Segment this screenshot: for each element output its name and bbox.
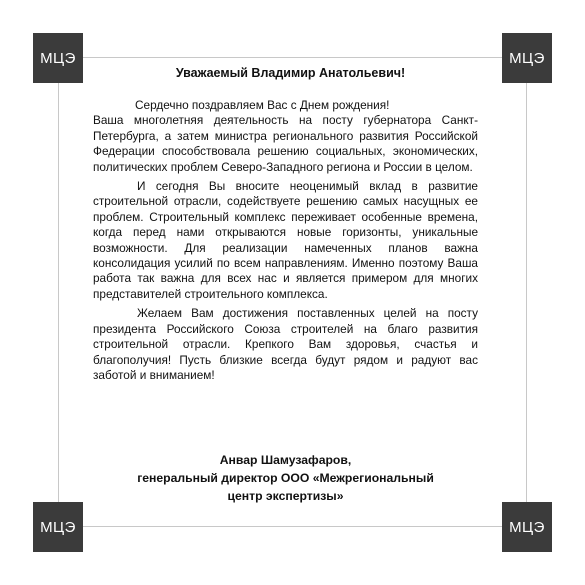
letter-paragraph-1: Сердечно поздравляем Вас с Днем рождения! xyxy=(135,98,390,112)
logo-top-left: МЦЭ xyxy=(33,33,83,83)
signature-block xyxy=(93,451,478,505)
signature-company: центр экспертизы» xyxy=(227,489,344,503)
frame-right-line xyxy=(526,83,527,502)
frame-top-line xyxy=(83,57,502,58)
letter-paragraph-2: Ваша многолетняя деятельность на посту губернатора Санкт-Петербурга, а затем министра регионального развития Российской Федерации способствовала решению социальных, экономических, политических проблем Северо-Западного региона и России в целом. xyxy=(93,113,478,174)
logo-bottom-left: МЦЭ xyxy=(33,502,83,552)
frame-left-line xyxy=(58,83,59,502)
letter-paragraph-4: Желаем Вам достижения поставленных целей на посту президента Российского Союза строителей на благо развития строительной отрасли. Крепкого Вам здоровья, счастья и благополучия! Пусть близкие всегда будут рядом и радуют вас заботой и вниманием! xyxy=(93,306,478,382)
frame-bottom-line xyxy=(83,526,502,527)
logo-top-right: МЦЭ xyxy=(502,33,552,83)
letter-paragraph-3: И сегодня Вы вносите неоценимый вклад в развитие строительной отрасли, содействуете решению самых насущных ее проблем. Строительный комплекс переживает особенные времена, когда перед нами открываются новые горизонты, уникальные возможности. Для реализации намеченных планов важна консолидация усилий по всем направлениям. Именно поэтому Ваша работа так важна для всех нас и является примером для многих представителей строительного комплекса. xyxy=(93,179,478,301)
letter-body xyxy=(93,66,478,387)
signature-name: Анвар Шамузафаров, xyxy=(219,453,352,467)
signature-position: генеральный директор ООО «Межрегиональный xyxy=(137,471,434,485)
greeting-heading: Уважаемый Владимир Анатольевич! xyxy=(175,66,406,80)
logo-bottom-right: МЦЭ xyxy=(502,502,552,552)
